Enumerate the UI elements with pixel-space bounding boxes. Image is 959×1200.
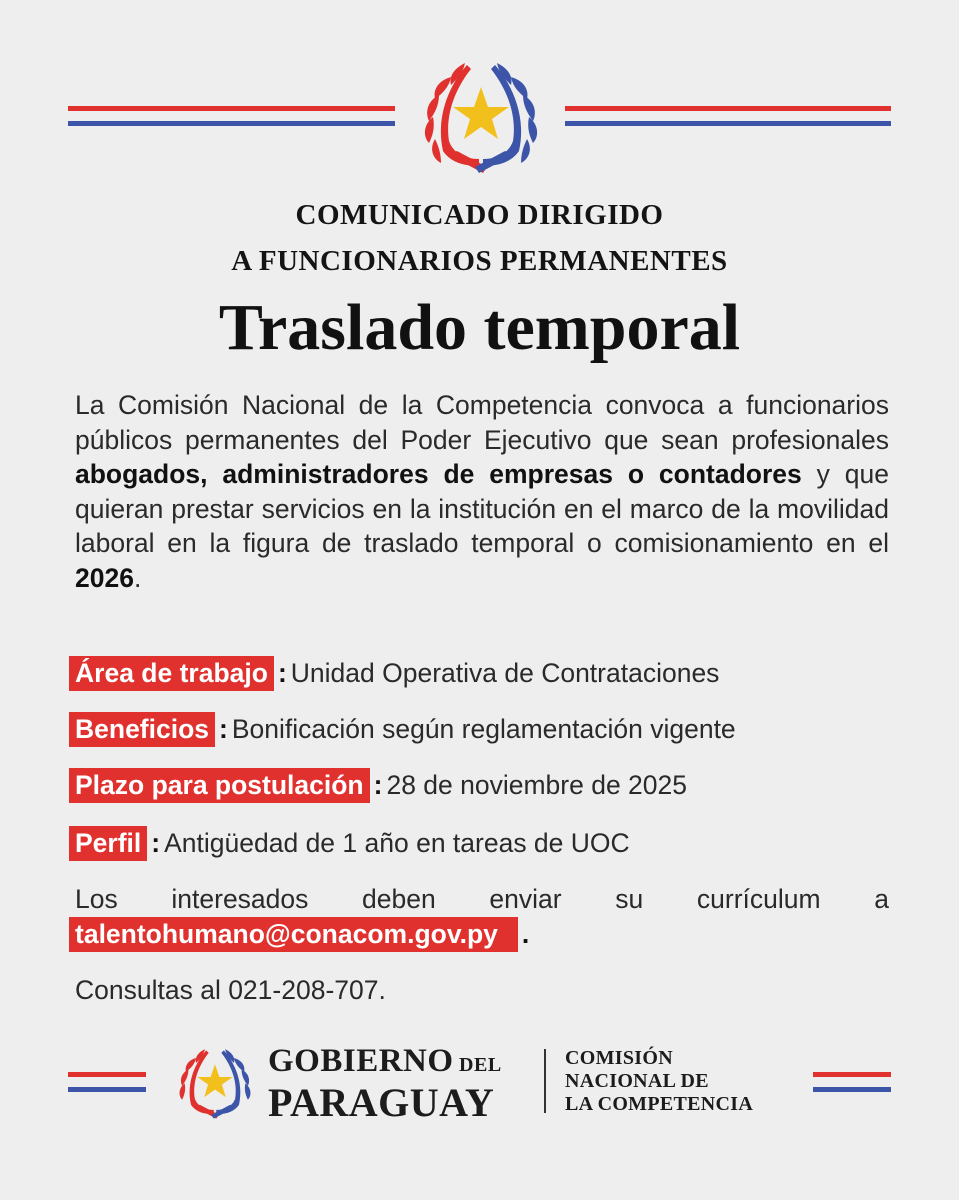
detail-row-area: Área de trabajo : Unidad Operativa de Contrataciones: [69, 654, 719, 692]
logo-divider: [544, 1049, 546, 1113]
detail-row-benefits: Beneficios : Bonificación según reglamentación vigente: [69, 710, 736, 748]
detail-row-profile: Perfil : Antigüedad de 1 año en tareas de UOC: [69, 824, 630, 862]
paraguay-seal-small-icon: [172, 1043, 258, 1121]
professions-bold: abogados, administradores de empresas o contadores: [75, 459, 802, 489]
detail-row-deadline: Plazo para postulación : 28 de noviembre de 2025: [69, 766, 687, 804]
paraguay-seal-icon: [413, 55, 549, 175]
organization-name: COMISIÓN NACIONAL DE LA COMPETENCIA: [565, 1047, 754, 1115]
flag-stripes-top-left: [68, 106, 395, 126]
detail-label-benefits: Beneficios: [69, 712, 215, 747]
detail-label-profile: Perfil: [69, 826, 147, 861]
flag-stripes-bottom-right: [813, 1072, 891, 1092]
contact-email[interactable]: talentohumano@conacom.gov.py: [69, 917, 518, 952]
flag-stripes-top-right: [565, 106, 891, 126]
gobierno-paraguay-logo: GOBIERNO DEL PARAGUAY: [268, 1043, 502, 1125]
detail-label-area: Área de trabajo: [69, 656, 274, 691]
send-cv-text: Los interesados deben enviar su currículum a: [75, 884, 889, 914]
detail-value-deadline: 28 de noviembre de 2025: [386, 770, 688, 800]
flag-stripes-bottom-left: [68, 1072, 146, 1092]
detail-value-benefits: Bonificación según reglamentación vigente: [231, 714, 736, 744]
email-row: talentohumano@conacom.gov.py .: [69, 917, 529, 952]
year-bold: 2026: [75, 562, 134, 593]
detail-label-deadline: Plazo para postulación: [69, 768, 370, 803]
heading-line-2: A FUNCIONARIOS PERMANENTES: [231, 245, 728, 277]
heading-line-1: COMUNICADO DIRIGIDO: [295, 199, 664, 231]
page-title: Traslado temporal: [218, 291, 741, 364]
detail-value-profile: Antigüedad de 1 año en tareas de UOC: [164, 828, 630, 858]
contact-phone-text: Consultas al 021-208-707.: [75, 975, 386, 1005]
intro-paragraph: La Comisión Nacional de la Competencia convoca a funcionarios públicos permanentes del Poder Ejecutivo que sean profesionales abogados, administradores de empresas o contadores y que quieran prestar servicios en la institución en el marco de la movilidad laboral en la figura de traslado temporal o comisionamiento en el 2026.: [75, 390, 889, 593]
detail-value-area: Unidad Operativa de Contrataciones: [290, 658, 720, 688]
